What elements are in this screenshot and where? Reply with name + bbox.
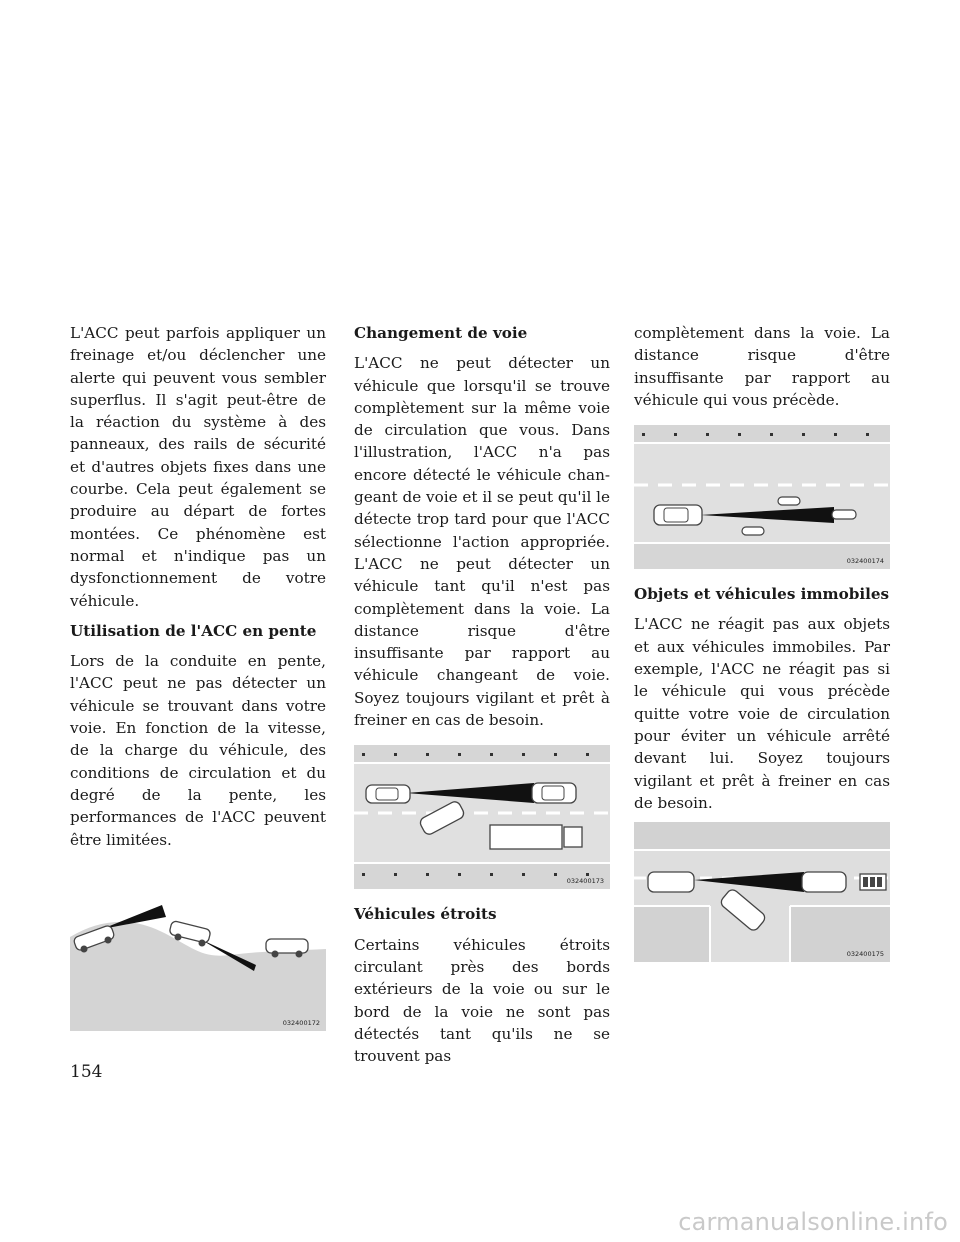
own-car-icon (366, 785, 410, 803)
paragraph-narrow-vehicles: Certains véhicules étroits circulant près des bords extérieurs de la voie ou sur le bord de la voie ne sont pas détectés tant qu'ils ne se trouvent pas (354, 935, 610, 1066)
narrow-vehicles-svg (634, 425, 890, 569)
stationary-car-icon (802, 872, 846, 892)
motorcycle-3-icon (742, 527, 764, 535)
motorcycle-2-icon (832, 510, 856, 519)
paragraph-stationary-objects: L'ACC ne réagit pas aux objets et aux véhicules immobiles. Par exemple, l'ACC ne réagit pas si le véhicule qui vous précède quitte votre voie de circulation pour éviter un véhicule arrêté devant lui. Soyez toujours vigilant et prêt à freiner en cas de besoin. (634, 615, 890, 812)
own-car-icon (648, 872, 694, 892)
page-number: 154 (70, 1062, 103, 1082)
figure-hill-illustration (70, 899, 326, 1031)
heading-acc-slope: Utilisation de l'ACC en pente (70, 621, 317, 640)
figure-code: 032400175 (846, 950, 884, 959)
paragraph-narrow-continued: complètement dans la voie. La distance risque d'être insuffisante par rapport au véhicule qui vous précède. (634, 324, 890, 409)
paragraph-false-braking: L'ACC peut parfois appliquer un freinage et/ou déclencher une alerte qui peuvent vous sembler superflus. Il s'agit peut-être de la réaction du système à des panneaux, des rails de sécurité et d'autres objets fixes dans une courbe. Cela peut également se produire au départ de fortes montées. Ce phénomène est normal et n'indique pas un dysfonctionnement de votre véhicule. (70, 324, 326, 610)
paragraph-lane-change: L'ACC ne peut détecter un véhicule que lorsqu'il se trouve complètement sur la même voie de circulation que vous. Dans l'illustration, l'ACC n'a pas encore détecté le véhicule changeant de voie et il se peut qu'il le détecte trop tard pour que l'ACC sélectionne l'action appropriée. L'ACC ne peut détecter un véhicule tant qu'il n'est pas complètement dans la voie. La distance risque d'être insuffisante par rapport au véhicule changeant de voie. Soyez toujours vigilant et prêt à freiner en cas de besoin. (354, 354, 610, 730)
hill-svg (70, 899, 326, 1031)
lane-change-svg (354, 745, 610, 889)
watermark-text: carmanualsonline.info (678, 1208, 948, 1236)
figure-narrow-vehicles (634, 425, 890, 569)
stationary-svg (634, 822, 890, 962)
figure-lane-change (354, 745, 610, 889)
figure-code: 032400173 (566, 877, 604, 886)
figure-code: 032400174 (846, 557, 884, 566)
figure-stationary-vehicle (634, 822, 890, 962)
heading-lane-change: Changement de voie (354, 324, 528, 342)
paragraph-acc-slope: Lors de la conduite en pente, l'ACC peut ne pas détecter un véhicule se trouvant dans votre voie. En fonction de la vitesse, de la charge du véhicule, des conditions de circulation et du degré de la pente, les performances de l'ACC peuvent être limitées. (70, 652, 326, 849)
heading-stationary-objects: Objets et véhicules immobiles (634, 585, 890, 604)
figure-code: 032400172 (282, 1018, 320, 1027)
column-2 (354, 322, 610, 1075)
truck-icon (490, 825, 582, 849)
motorcycle-1-icon (778, 497, 800, 505)
stopped-vehicle-icon (860, 874, 886, 890)
column-1 (70, 322, 326, 1041)
column-3 (634, 322, 890, 972)
lead-car-icon (532, 783, 576, 803)
own-car-icon (654, 505, 702, 525)
heading-narrow-vehicles: Véhicules étroits (354, 905, 497, 924)
